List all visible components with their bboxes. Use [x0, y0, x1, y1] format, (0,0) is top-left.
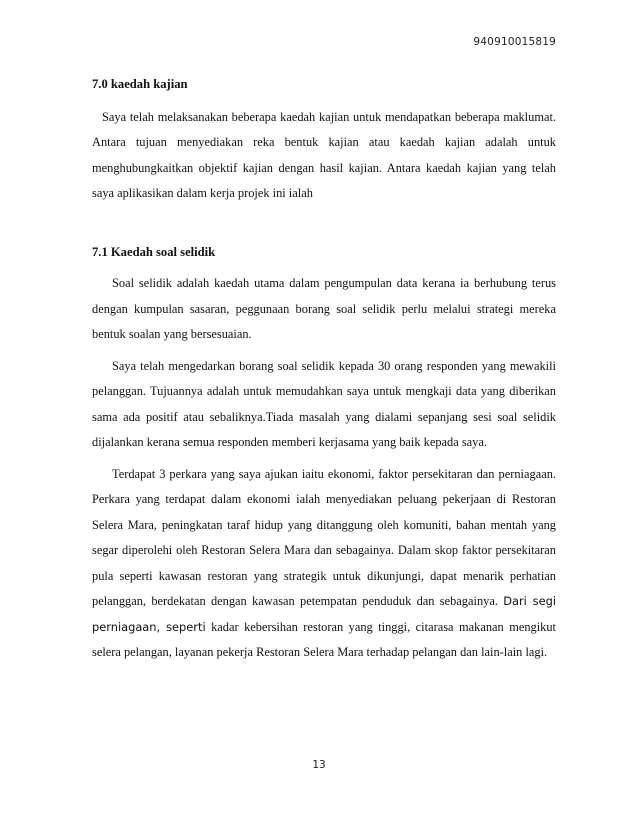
paragraph-7-1-b: Saya telah mengedarkan borang soal selidik kepada 30 orang responden yang mewakili pelanggan. Tujuannya adalah untuk memudahkan saya untuk mengkaji data yang diberikan sama ada positif atau sebaliknya.Tiada masalah yang dialami sepanjang sesi soal selidik dijalankan kerana semua responden memberi kerjasama yang baik kepada saya. [92, 358, 556, 449]
paragraph-7-0: Saya telah melaksanakan beberapa kaedah kajian untuk mendapatkan beberapa maklumat. Antara tujuan menyediakan reka bentuk kajian atau kaedah kajian adalah untuk menghubungkaitkan objektif kajian dengan hasil kajian. Antara kaedah kajian yang telah saya aplikasikan dalam kerja projek ini ialah [92, 109, 556, 200]
section-heading-7-1: 7.1 Kaedah soal selidik [92, 244, 216, 259]
paragraph-7-1-a: Soal selidik adalah kaedah utama dalam pengumpulan data kerana ia berhubung terus dengan kumpulan sasaran, peggunaan borang soal selidik perlu melalui strategi mereka bentuk soalan yang bersesuaian. [92, 276, 556, 341]
header-id-number: 940910015819 [473, 36, 556, 48]
paragraph-7-1-c-text-a: Terdapat 3 perkara yang saya ajukan iaitu ekonomi, faktor persekitaran dan perniagaan. Perkara yang terdapat dalam ekonomi ialah menyediakan peluang pekerjaan di Restoran Selera Mara, peningkatan taraf hidup yang ditanggung oleh komuniti, bahan mentah yang segar diperolehi oleh Restoran Selera Mara dan sebagainya. Dalam skop faktor persekitaran pula seperti kawasan restoran yang strategik untuk dikunjungi, dapat menarik perhatian pelanggan, berdekatan dengan kawasan petempatan penduduk dan sebagainya. [92, 466, 556, 608]
section-heading-7-0: 7.0 kaedah kajian [92, 77, 188, 91]
paragraph-7-1-c [92, 462, 556, 666]
page-number: 13 [312, 759, 326, 771]
paragraph-7-1-c-text-b: Dari segi perniagaan, seperti [92, 594, 556, 634]
document-body [92, 72, 556, 666]
paragraph-7-1-c-text-c: kadar kebersihan restoran yang tinggi, citarasa makanan mengikut selera pelangan, layanan pekerja Restoran Selera Mara terhadap pelangan dan lain-lain lagi. [92, 619, 556, 659]
